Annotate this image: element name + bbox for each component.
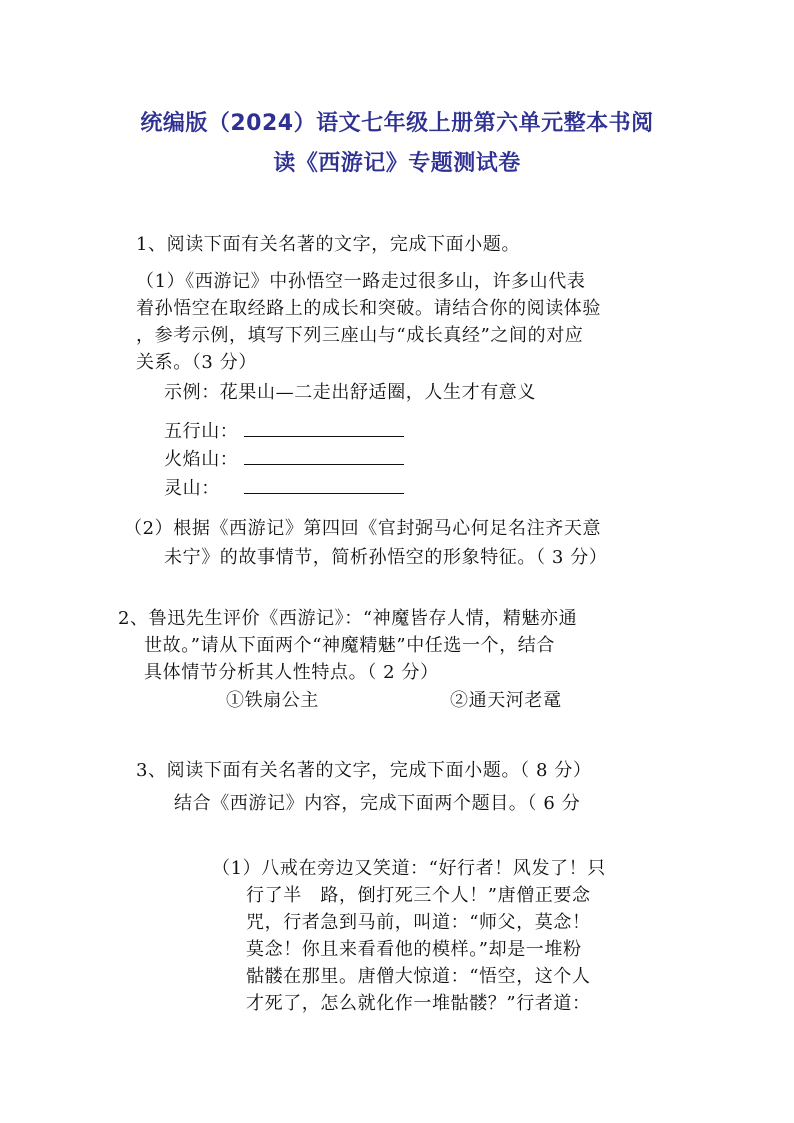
- answer-blank[interactable]: [244, 475, 404, 494]
- blank-label: 五行山：: [164, 421, 239, 442]
- blank-row-wuxingshan: [164, 418, 404, 444]
- q1-intro: 1、阅读下面有关名著的文字，完成下面小题。: [136, 234, 521, 255]
- answer-blank[interactable]: [244, 418, 404, 437]
- q1-part1-line: （1）《西游记》中孙悟空一路走过很多山，许多山代表: [136, 271, 586, 292]
- q2-line: 2、鲁迅先生评价《西游记》：“神魔皆存人情，精魅亦通: [118, 608, 578, 629]
- q3-passage-line: 咒，行者急到马前，叫道：“师父，莫念！: [246, 912, 591, 933]
- q1-example: 示例：花果山—二走出舒适圈，人生才有意义: [164, 382, 536, 403]
- q3-passage-line: 莫念！你且来看看他的模样。”却是一堆粉: [246, 939, 582, 960]
- q3-passage-line: 行了半 路，倒打死三个人！”唐僧正要念: [246, 885, 591, 906]
- q2-line: 具体情节分析其人性特点。（ 2 分）: [144, 662, 439, 683]
- q3-passage-line: 才死了，怎么就化作一堆骷髅？”行者道：: [246, 993, 591, 1014]
- q3-intro: 3、阅读下面有关名著的文字，完成下面小题。（ 8 分）: [136, 760, 592, 781]
- blank-row-huoyanshan: [164, 446, 404, 472]
- q3-sub: 结合《西游记》内容，完成下面两个题目。（ 6 分: [174, 793, 581, 814]
- q1-part1-line: 关系。（3 分）: [136, 352, 257, 373]
- q2-option-1: ①铁扇公主: [226, 690, 319, 711]
- q3-passage-line: 骷髅在那里。唐僧大惊道：“悟空，这个人: [246, 966, 591, 987]
- q3-passage-line: （1）八戒在旁边又笑道：“好行者！风发了！只: [212, 858, 606, 879]
- q2-line: 世故。”请从下面两个“神魔精魅”中任选一个，结合: [144, 635, 556, 656]
- answer-blank[interactable]: [244, 446, 404, 465]
- q1-part1-line: ，参考示例，填写下列三座山与“成长真经”之间的对应: [136, 325, 584, 346]
- q1-part1-line: 着孙悟空在取经路上的成长和突破。请结合你的阅读体验: [136, 298, 601, 319]
- q2-option-2: ②通天河老鼋: [450, 690, 562, 711]
- title-line-1: 统编版（2024）语文七年级上册第六单元整本书阅: [140, 111, 654, 136]
- blank-label: 火焰山：: [164, 449, 239, 470]
- blank-row-lingshan: [164, 475, 404, 501]
- q1-part2-line: （2）根据《西游记》第四回《官封弼马心何足名注齐天意: [124, 518, 602, 539]
- blank-label: 灵山：: [164, 478, 220, 499]
- title-line-2: 读《西游记》专题测试卷: [273, 151, 521, 176]
- q1-part2-line: 未宁》的故事情节，简析孙悟空的形象特征。（ 3 分）: [164, 547, 608, 568]
